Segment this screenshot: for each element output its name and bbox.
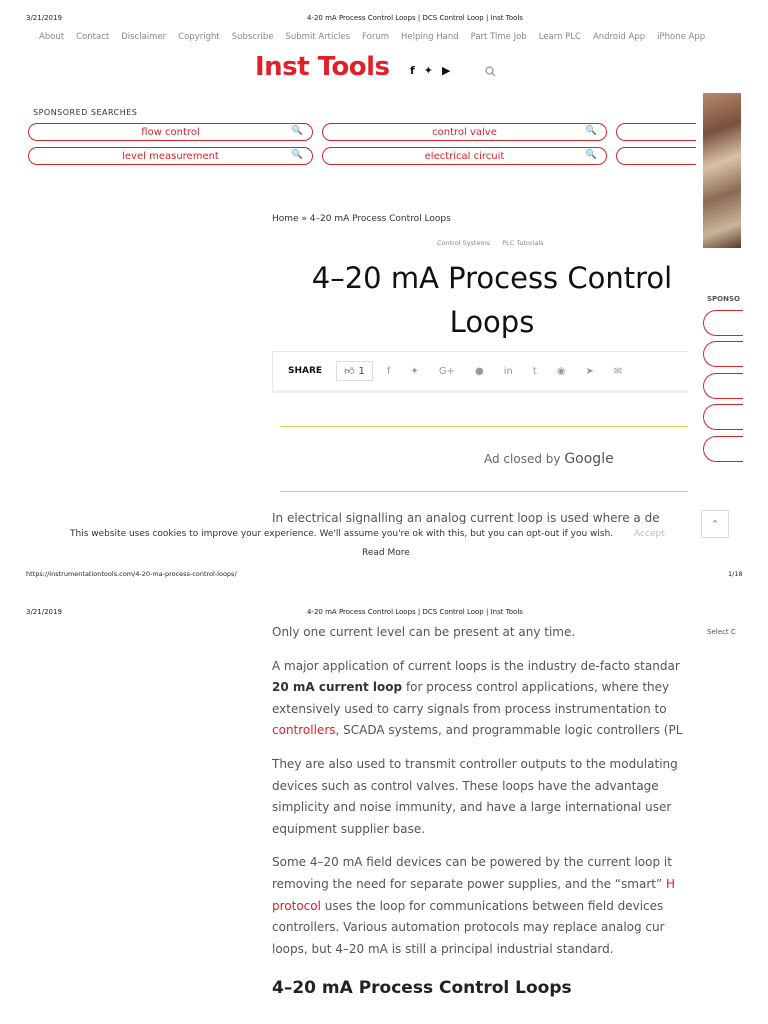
controllers-link[interactable]: controllers: [272, 723, 336, 738]
nav-contact[interactable]: Contact: [76, 32, 110, 42]
social-links: [410, 64, 450, 77]
linkedin-share-icon[interactable]: in: [503, 365, 513, 377]
nav-learn-plc[interactable]: Learn PLC: [538, 32, 581, 42]
category-plc-tutorials[interactable]: PLC Tutorials: [502, 239, 544, 247]
ad-closed-notice: Ad closed by Google: [484, 451, 614, 467]
cookie-accept-button[interactable]: Accept: [634, 529, 665, 539]
search-icon: 🔍: [585, 126, 597, 136]
breadcrumb[interactable]: Home » 4–20 mA Process Control Loops: [272, 214, 451, 224]
hart-link[interactable]: H: [665, 876, 676, 891]
top-nav: [39, 32, 717, 42]
category-links: [437, 239, 544, 247]
print-url: https://instrumentationtools.com/4-20-ma-process-control-loops/: [26, 570, 237, 578]
nav-disclaimer[interactable]: Disclaimer: [121, 32, 167, 42]
sponsored-item-electrical-circuit[interactable]: electrical circuit 🔍: [322, 147, 607, 165]
sidebar-sponsored-item[interactable]: [703, 404, 743, 430]
print-date: 3/21/2019: [26, 14, 62, 22]
thumbs-up-icon: 👍︎: [344, 366, 355, 377]
facebook-icon[interactable]: f: [410, 64, 415, 77]
cookie-notice: This website uses cookies to improve your experience. We'll assume you're ok with this, but you can opt-out if you wish. Accept: [70, 529, 665, 539]
sidebar-sponsored-item[interactable]: [703, 373, 743, 399]
print-title: 4-20 mA Process Control Loops | DCS Control Loop | Inst Tools: [307, 14, 523, 22]
chevron-up-icon: ⌃: [710, 517, 720, 531]
search-icon: 🔍: [291, 126, 303, 136]
back-to-top-button[interactable]: [701, 510, 729, 538]
search-icon[interactable]: [485, 66, 496, 77]
nav-android-app[interactable]: Android App: [592, 32, 646, 42]
nav-submit-articles[interactable]: Submit Articles: [285, 32, 351, 42]
paragraph: Only one current level can be present at any time.: [272, 625, 576, 639]
nav-about[interactable]: About: [39, 32, 65, 42]
protocol-link[interactable]: protocol: [272, 898, 321, 913]
like-button[interactable]: 👍︎ 1: [336, 361, 373, 381]
print-title: 4-20 mA Process Control Loops | DCS Control Loop | Inst Tools: [307, 608, 523, 616]
nav-iphone-app[interactable]: iPhone App: [657, 32, 706, 42]
twitter-share-icon[interactable]: ✦: [410, 365, 419, 377]
ad-border-bottom: [280, 491, 688, 492]
facebook-share-icon[interactable]: f: [386, 365, 391, 377]
search-icon: 🔍: [585, 150, 597, 160]
twitter-icon[interactable]: ✦: [423, 64, 434, 77]
sponsored-searches-label: SPONSORED SEARCHES: [33, 108, 138, 117]
nav-subscribe[interactable]: Subscribe: [231, 32, 274, 42]
site-logo[interactable]: Inst Tools: [255, 52, 390, 82]
share-bar: [272, 351, 688, 393]
paragraph: They are also used to transmit controller outputs to the modulating devices such as control valves. These loops have the advantage simplicity and noise immunity, and have a large international user equipment supplier base.: [272, 756, 678, 836]
article-body: [272, 622, 688, 972]
share-label: SHARE: [288, 366, 323, 376]
ad-border-top: [280, 426, 688, 427]
share-icons: [387, 366, 622, 377]
nav-part-time-job[interactable]: Part Time Job: [470, 32, 527, 42]
nav-helping-hand[interactable]: Helping Hand: [401, 32, 459, 42]
sponsored-item-flow-control[interactable]: flow control 🔍: [28, 123, 313, 141]
google-brand: Google: [564, 451, 614, 467]
sponsored-item-partial[interactable]: [616, 123, 696, 141]
sponsored-item-level-measurement[interactable]: level measurement 🔍: [28, 147, 313, 165]
pinterest-share-icon[interactable]: ●: [474, 365, 484, 377]
nav-forum[interactable]: Forum: [362, 32, 389, 42]
sponsored-item-partial[interactable]: [616, 147, 696, 165]
cookie-read-more-link[interactable]: Read More: [362, 548, 410, 558]
reddit-share-icon[interactable]: ◉: [556, 365, 566, 377]
youtube-icon[interactable]: ▶: [442, 64, 451, 77]
search-icon: 🔍: [291, 150, 303, 160]
email-share-icon[interactable]: ✉: [613, 365, 623, 377]
sponsored-item-control-valve[interactable]: control valve 🔍: [322, 123, 607, 141]
sidebar-sponsored-label: SPONSO: [707, 295, 740, 303]
sidebar-category-select[interactable]: Select C: [707, 628, 736, 636]
sidebar-ad-image[interactable]: [703, 93, 741, 248]
paragraph: Some 4–20 mA field devices can be powered by the current loop it removing the need for separate power supplies, and the “smart” H protocol uses the loop for communications between field devices controllers. Various automation protocols may replace analog cur loops, but 4–20 mA is still a principal industrial standard.: [272, 855, 676, 956]
sidebar-sponsored-item[interactable]: [703, 436, 743, 462]
print-date: 3/21/2019: [26, 608, 62, 616]
tumblr-share-icon[interactable]: t: [532, 365, 537, 377]
google-plus-share-icon[interactable]: G+: [438, 365, 455, 377]
intro-paragraph-fragment: In electrical signalling an analog current loop is used where a de: [272, 511, 660, 524]
paragraph: A major application of current loops is the industry de-facto standar 20 mA current loop for process control applications, where they extensively used to carry signals from process instrumentation to controllers, SCADA systems, and programmable logic controllers (PL: [272, 658, 683, 738]
category-control-systems[interactable]: Control Systems: [437, 239, 491, 247]
telegram-share-icon[interactable]: ➤: [585, 365, 594, 377]
print-page-count: 1/18: [728, 570, 743, 578]
nav-copyright[interactable]: Copyright: [178, 32, 220, 42]
sidebar-sponsored-item[interactable]: [703, 341, 743, 367]
page-title: 4–20 mA Process Control Loops: [311, 261, 673, 339]
section-heading: 4–20 mA Process Control Loops: [272, 978, 572, 998]
